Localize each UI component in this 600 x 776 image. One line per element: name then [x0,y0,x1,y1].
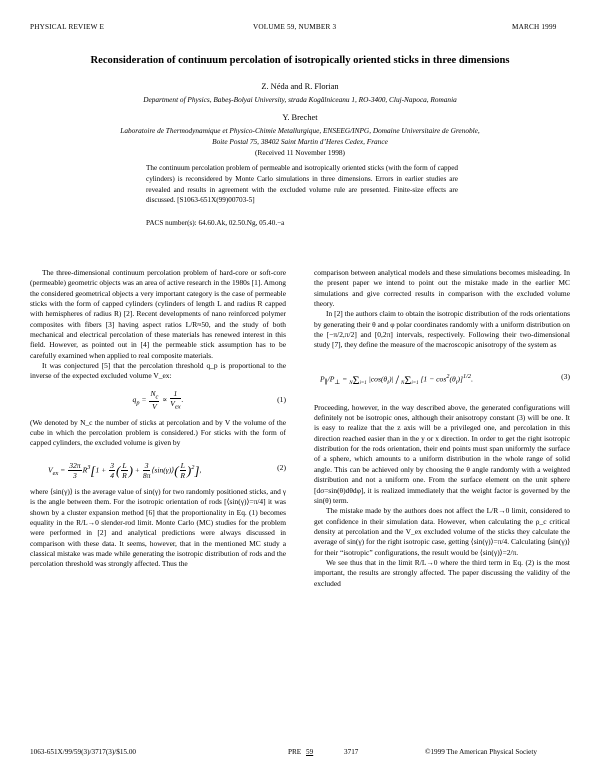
issue-date: MARCH 1999 [512,23,557,31]
authors-primary: Z. Néda and R. Florian [261,82,339,91]
affiliation-secondary-line2: Boite Postal 75, 38402 Saint Martin d’Heres Cedex, France [212,137,388,146]
received-date: (Received 11 November 1998) [255,148,345,157]
footer-copyright: ©1999 The American Physical Society [425,748,537,756]
affiliation-secondary-line1: Laboratoire de Thermodynamique et Physico-Chimie Metallurgique, ENSEEG/INPG, Domaine Universitaire de Grenoble, [120,126,480,135]
paragraph: The mistake made by the authors does not affect the L/R→0 limit, considered to get confidence in their simulation data. However, when calculating the ρ_c critical density at percolation and the V_ex excluded volume of the sticks they calculate the average of sin(γ) for the right isotropic case, getting ⟨sin(γ)⟩=π/4. Calculating ⟨sin(γ)⟩ for their “isotropic” configurations, the result would be ⟨sin(γ)⟩=2/π. [314,506,570,557]
paragraph: Proceeding, however, in the way described above, the generated configurations will definitely not be isotropic ones, although their anisotropy constant (3) will be one. It is easy to realize that the z axis will be a privileged one, and percolation in this direction reached easier than in the y or x direction. In order to get the right isotropic distribution for the rods orientation, their end points must span uniformly the surface of a sphere, which amounts to a uniform distribution in the whole range of solid angle. This can be achieved only by choosing the θ angle randomly with a weighted distribution and not a uniform one. From the surface element on the unit sphere [dσ=sin(θ)dθdφ], it is realized immediately that the weight factor is governed by the sin(θ) term. [314,402,570,505]
equation-2: $V_{ex}$ = $\frac{32\pi}{3}$ $R^3[1$ + $\frac{3}{4}$ ( $\frac{L}{R}$ ) + $\frac{3}{8\pi}$ ⟨sin(γ)⟩( $\frac{L}{R}$ )$^2$], (2) [30,455,286,481]
footer-volume: 59 [306,748,314,756]
abstract: The continuum percolation problem of permeable and isotropically oriented sticks (with the form of capped cylinders) is reconsidered by Monte Carlo simulations in three dimensions. Errors in earlier studies are revealed and results in agreement with the excluded volume rule are presented. Finite-size effects are discussed. [S1063-651X(99)00703-5] [146,164,458,205]
pacs-numbers: PACS number(s): 64.60.Ak, 02.50.Ng, 05.40.−a [146,219,285,227]
equation-number: (2) [277,462,286,472]
footer-code: 1063-651X/99/59(3)/3717(3)/$15.00 [30,748,137,756]
paragraph: We see thus that in the limit R/L→0 where the third term in Eq. (2) is the most important, the results are strongly affected. The paper discussing the validity of the excluded [314,557,570,588]
equation-number: (1) [277,394,286,404]
paper-title: Reconsideration of continuum percolation of isotropically oriented sticks in three dimensions [90,55,510,66]
volume-number: VOLUME 59, NUMBER 3 [253,23,337,31]
left-column [30,268,286,570]
footer-journal: PRE [288,748,302,756]
footer-page-number: 3717 [344,748,359,756]
paragraph: The three-dimensional continuum percolation problem of hard-core or soft-core (permeable) geometric objects was an area of active research in the 1980s [1]. Among the considered geometrical objects a very important category is the case of permeable sticks with the form of capped cylinders (cylinders of length L and radius R capped with hemispheres of radius R) [2]. Recent developments of nano reinforced polymer composites with fibers [3] having aspect ratios L/R≈50, and the study of both mechanical and electrical percolation of these materials has renewed interest in this field. However, as pointed out in [4] the permeable stick assumption has to be carefully examined when applied to real composite materials. [30,268,286,360]
equation-1: $q_p$ = $\frac{N_c}{V}$ ∝ $\frac{1}{V_{ex}}$ . (1) [132,388,286,412]
journal-name: PHYSICAL REVIEW E [30,23,105,31]
paragraph: where ⟨sin(γ)⟩ is the average value of sin(γ) for two randomly positioned sticks, and γ is the angle between them. For the isotropic orientation of rods [⟨sin(γ)⟩=π/4] it was shown by a cluster expansion method [6] that the proportionality in Eq. (1) becomes equality in the R/L→0 slender-rod limit. Monte Carlo (MC) studies for the problem were performed in [2] and analytical predictions were always discussed in comparison with these data. It seems, however, that in the mentioned MC study a classical mistake was made while generating the isotropic distribution of rods and the percolation threshold was strongly affected. Thus the [30,486,286,569]
paragraph: In [2] the authors claim to obtain the isotropic distribution of the rods orientations by generating their θ and φ polar coordinates randomly with a uniform distribution on the [−π/2,π/2] and [0,2π] intervals, respectively. Following their two-dimensional study [7], they define the measure of the macroscopic anisotropy of the system as [314,309,570,350]
right-column [314,268,570,589]
paragraph: (We denoted by N_c the number of sticks at percolation and by V the volume of the cube in which the percolation problem is considered.) For sticks with the form of capped cylinders, the excluded volume is given by [30,417,286,448]
authors-secondary: Y. Brechet [282,113,318,122]
equation-3: $P_\parallel/P_\perp = N\Sigma i=1$ $|\cos(\theta_i)| / N\Sigma i=1$ $[1 - \cos^2(\theta_i)]^{1/2}$. (3) [314,357,570,397]
affiliation-primary: Department of Physics, Babeş-Bolyai University, strada Kogălniceanu 1, RO-3400, Cluj-Napoca, Romania [143,95,457,104]
equation-number: (3) [561,371,570,381]
paragraph: comparison between analytical models and these simulations becomes misleading. In the present paper we intend to point out the mistake made in the earlier MC simulations and give corrected results in comparison with the excluded volume theory. [314,268,570,309]
paragraph: It was conjectured [5] that the percolation threshold q_p is proportional to the inverse of the expected excluded volume V_ex: [30,361,286,381]
